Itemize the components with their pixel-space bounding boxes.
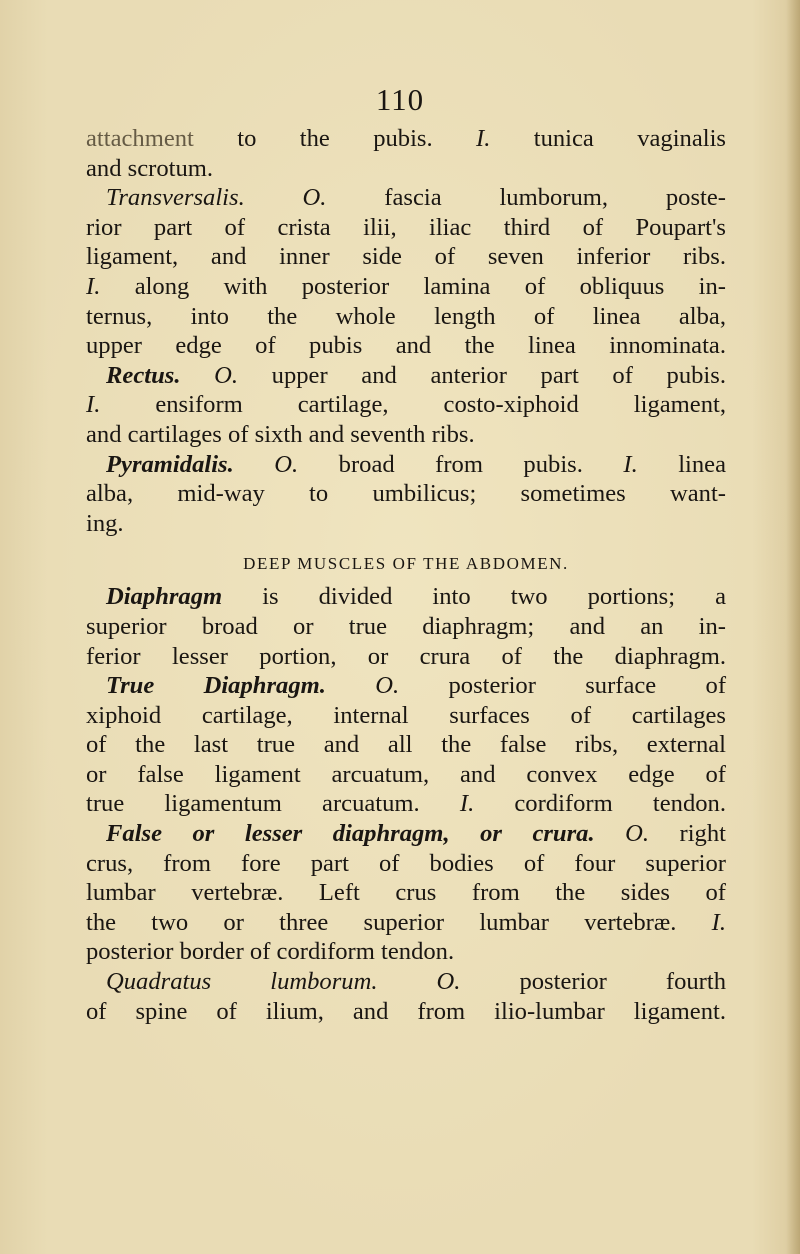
text-line [86,124,726,154]
page-edge-shadow [786,0,800,1254]
muscle-name: False or lesser diaphragm, or crura. [106,820,595,848]
origin-marker: O. [436,968,461,996]
insertion-marker: I. [459,790,475,818]
text-line: and scrotum. [86,154,214,182]
text-line: of spine of ilium, and from ilio-lumbar ligament. [86,997,726,1025]
text-run [234,451,275,478]
text-line [86,967,726,997]
text-line: ing. [86,509,124,537]
text-run [326,672,375,699]
text-run: posterior surface of [399,672,727,700]
text-run: right [649,820,726,848]
text-run: linea [637,450,727,478]
text-line: or false ligament arcuatum, and convex edge of [86,760,726,788]
text-run: posterior fourth [460,968,726,996]
text-line: ligament, and inner side of seven inferior ribs. [86,243,726,271]
text-run: fascia lumborum, poste- [326,184,726,212]
muscle-name: True Diaphragm. [106,672,326,700]
text-line: ternus, into the whole length of linea alba, [86,302,726,330]
text-run: cordiform tendon. [474,790,726,818]
text-run: along with posterior lamina of obliquus in- [100,272,726,300]
muscle-name: Rectus. [106,361,181,389]
text-line: upper edge of pubis and the linea innominata. [86,332,726,360]
text-line: and cartilages of sixth and seventh ribs. [86,420,475,448]
text-line: superior broad or true diaphragm; and an in- [86,612,726,640]
text-run: upper and anterior part of pubis. [238,361,726,389]
text-run [180,362,214,389]
text-line [86,361,726,391]
origin-marker: O. [302,184,327,212]
text-run: true ligamentum arcuatum. [86,790,460,818]
muscle-name: Quadratus lumborum. [106,968,378,996]
origin-marker: O. [375,672,400,700]
page-number: 110 [375,82,425,117]
insertion-marker: I. [623,450,638,478]
muscle-name: Pyramidalis. [106,450,234,478]
text-run: ensiform cartilage, costo-xiphoid ligament, [100,391,726,419]
text-run: the two or three superior lumbar vertebræ. [86,908,712,936]
muscle-name: Diaphragm [106,583,223,611]
origin-marker: O. [274,450,299,478]
insertion-marker: I. [86,391,101,419]
text-line [86,908,726,938]
text-line [86,671,726,701]
text-run: is divided into two portions; a [222,583,726,611]
text-line: crus, from fore part of bodies of four superior [86,849,726,877]
text-run [595,820,626,847]
text-line: of the last true and all the false ribs, external [86,731,726,759]
text-line [86,183,726,213]
text-line: rior part of crista ilii, iliac third of Poupart's [86,213,726,241]
muscle-name: Transversalis. [106,184,245,212]
body-text [86,124,726,1026]
origin-marker: O. [625,820,650,848]
insertion-marker: I. [476,125,491,152]
text-line [86,390,726,420]
insertion-marker: I. [86,272,101,300]
text-run [378,968,437,995]
text-line [86,789,726,819]
text-line [86,272,726,302]
text-line [86,582,726,612]
text-line: lumbar vertebræ. Left crus from the sides of [86,879,726,907]
text-line: alba, mid-way to umbilicus; sometimes want- [86,480,726,508]
text-line [86,819,726,849]
text-run: tunica vaginalis [490,125,726,152]
insertion-marker: I. [711,908,726,936]
worn-word: attachment [86,125,194,152]
text-line [86,450,726,480]
text-run: broad from pubis. [298,450,624,478]
section-heading: DEEP MUSCLES OF THE ABDOMEN. [243,554,569,574]
origin-marker: O. [214,361,239,389]
text-run: to the pubis. [193,125,477,152]
text-line: posterior border of cordiform tendon. [86,938,455,966]
text-line: ferior lesser portion, or crura of the diaphragm. [86,642,726,670]
text-run [245,184,303,211]
text-line: xiphoid cartilage, internal surfaces of cartilages [86,701,726,729]
